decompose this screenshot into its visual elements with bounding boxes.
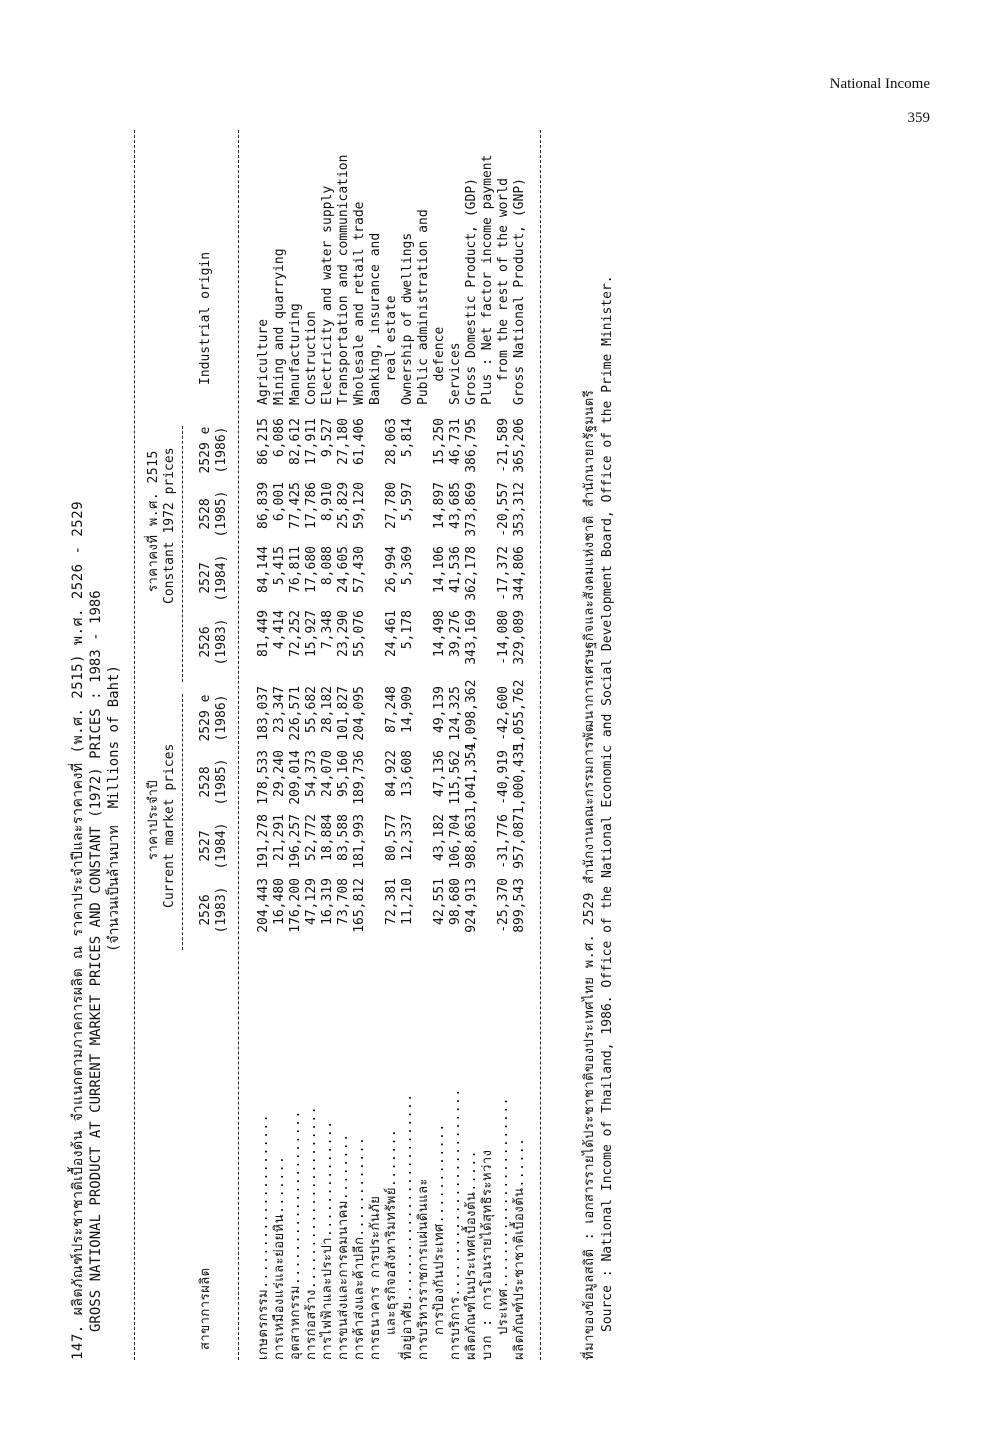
table-cell: 5,415 bbox=[272, 546, 287, 586]
current-group-english: Current market prices bbox=[162, 743, 177, 908]
row-label-english: Mining and quarrying bbox=[272, 248, 287, 405]
row-label-thai: และธุรกิจอสังหาริมทรัพย์....... bbox=[384, 1128, 399, 1360]
year-header-ad-4: (1983) bbox=[214, 618, 229, 666]
table-cell: 26,994 bbox=[384, 546, 399, 593]
row-label-english: Agriculture bbox=[256, 318, 271, 405]
year-header-be-2: 2528 bbox=[198, 766, 213, 798]
row-label-english: Plus : Net factor income payment bbox=[480, 154, 495, 405]
table-cell: 183,037 bbox=[256, 686, 271, 741]
table-cell: 84,144 bbox=[256, 546, 271, 593]
column-header-thai: สาขาการผลิต bbox=[198, 1267, 213, 1350]
statistical-table-sheet bbox=[70, 130, 900, 1360]
row-label-thai: การไฟฟ้าและประปา.............. bbox=[320, 1120, 335, 1360]
table-cell: 5,814 bbox=[400, 418, 415, 458]
year-header-be-7: 2529 e bbox=[198, 426, 213, 474]
row-label-thai: การป้องกันประเทศ............ bbox=[432, 1123, 447, 1360]
year-header-ad-7: (1986) bbox=[214, 426, 229, 474]
table-cell: 1,041,354 bbox=[464, 743, 479, 814]
table-cell: 115,562 bbox=[448, 750, 463, 805]
table-cell: 17,911 bbox=[304, 418, 319, 465]
table-cell: 27,180 bbox=[336, 418, 351, 465]
row-label-thai: การเหมืองแร่และย่อยหิน....... bbox=[272, 1155, 287, 1360]
table-cell: 6,086 bbox=[272, 418, 287, 458]
table-cell: 21,291 bbox=[272, 814, 287, 861]
table-cell: 12,337 bbox=[400, 814, 415, 861]
row-label-thai: การธนาคาร การประกันภัย bbox=[368, 1195, 383, 1360]
row-label-english: from the rest of the world bbox=[496, 178, 511, 405]
table-cell: -14,080 bbox=[496, 610, 511, 665]
table-cell: 55,076 bbox=[352, 610, 367, 657]
row-label-english: Banking, insurance and bbox=[368, 232, 383, 405]
table-cell: 80,577 bbox=[384, 814, 399, 861]
table-cell: 196,257 bbox=[288, 814, 303, 869]
table-cell: 28,063 bbox=[384, 418, 399, 465]
table-cell: 191,278 bbox=[256, 814, 271, 869]
year-header-be-0: 2526 bbox=[198, 894, 213, 926]
row-label-english: Gross Domestic Product, (GDP) bbox=[464, 178, 479, 405]
row-label-thai: การบริการ......................... bbox=[448, 1088, 463, 1360]
table-cell: 24,070 bbox=[320, 750, 335, 797]
row-label-thai: เกษตรกรรม..................... bbox=[256, 1113, 271, 1360]
table-cell: -31,776 bbox=[496, 814, 511, 869]
table-cell: 189,736 bbox=[352, 750, 367, 805]
table-cell: 98,680 bbox=[448, 878, 463, 925]
table-cell: 49,139 bbox=[432, 686, 447, 733]
table-cell: 8,088 bbox=[320, 546, 335, 586]
table-cell: 61,406 bbox=[352, 418, 367, 465]
table-cell: 204,443 bbox=[256, 878, 271, 933]
source-thai: ที่มาของข้อมูลสถิติ : เอกสารรายได้ประชาชาติของประเทศไทย พ.ศ. 2529 สำนักงานคณะกรรมการพัฒนาการเศรษฐกิจและสังคมแห่งชาติ สำนักนายกรัฐมนตรี bbox=[582, 389, 597, 1360]
table-cell: 5,178 bbox=[400, 610, 415, 650]
table-cell: -42,600 bbox=[496, 686, 511, 741]
table-cell: 1,098,362 bbox=[464, 679, 479, 750]
table-cell: 924,913 bbox=[464, 878, 479, 933]
row-label-thai: ผลิตภัณฑ์ในประเทศเบื้องต้น..... bbox=[464, 1150, 479, 1360]
table-cell: 106,704 bbox=[448, 814, 463, 869]
row-label-english: Public administration and bbox=[416, 209, 431, 405]
table-cell: 15,927 bbox=[304, 610, 319, 657]
year-header-be-3: 2529 e bbox=[198, 694, 213, 742]
table-cell: -21,589 bbox=[496, 418, 511, 473]
table-cell: 42,551 bbox=[432, 878, 447, 925]
page-header-section: National Income bbox=[829, 76, 930, 92]
table-cell: 7,348 bbox=[320, 610, 335, 650]
table-cell: 43,182 bbox=[432, 814, 447, 861]
page-number: 359 bbox=[907, 110, 930, 126]
row-label-thai: อุตสาหกรรม..................... bbox=[288, 1110, 303, 1360]
table-cell: 8,910 bbox=[320, 482, 335, 522]
year-header-be-6: 2528 bbox=[198, 498, 213, 530]
table-cell: -25,370 bbox=[496, 878, 511, 933]
table-cell: 344,806 bbox=[512, 546, 527, 601]
rule-bottom bbox=[540, 130, 541, 1360]
row-label-english: Construction bbox=[304, 311, 319, 405]
table-cell: 343,169 bbox=[464, 610, 479, 665]
table-cell: 86,215 bbox=[256, 418, 271, 465]
table-cell: 55,682 bbox=[304, 686, 319, 733]
table-cell: 41,536 bbox=[448, 546, 463, 593]
year-header-be-4: 2526 bbox=[198, 626, 213, 658]
year-header-ad-6: (1985) bbox=[214, 490, 229, 538]
table-cell: 373,869 bbox=[464, 482, 479, 537]
constant-group-english: Constant 1972 prices bbox=[162, 447, 177, 604]
table-cell: 957,087 bbox=[512, 814, 527, 869]
row-label-thai: การค้าส่งและค้าปลีก............ bbox=[352, 1136, 367, 1360]
table-cell: 72,381 bbox=[384, 878, 399, 925]
row-label-thai: บวก : การโอนรายได้สุทธิระหว่าง bbox=[480, 1149, 495, 1360]
row-label-thai: ประเทศ....................... bbox=[496, 1097, 511, 1360]
year-header-be-5: 2527 bbox=[198, 562, 213, 594]
table-cell: 6,001 bbox=[272, 482, 287, 522]
row-label-thai: ที่อยู่อาศัย......................... bbox=[400, 1093, 415, 1360]
table-cell: 81,449 bbox=[256, 610, 271, 657]
year-header-ad-5: (1984) bbox=[214, 554, 229, 602]
row-label-english: Services bbox=[448, 342, 463, 405]
table-cell: 17,786 bbox=[304, 482, 319, 529]
table-cell: 23,347 bbox=[272, 686, 287, 733]
table-cell: 14,909 bbox=[400, 686, 415, 733]
table-cell: 14,897 bbox=[432, 482, 447, 529]
table-cell: 13,608 bbox=[400, 750, 415, 797]
row-label-english: Manufacturing bbox=[288, 303, 303, 405]
row-label-english: defence bbox=[432, 326, 447, 405]
row-label-english: Gross National Product, (GNP) bbox=[512, 178, 527, 405]
table-cell: 16,480 bbox=[272, 878, 287, 925]
table-cell: 899,543 bbox=[512, 878, 527, 933]
table-cell: 76,811 bbox=[288, 546, 303, 593]
table-unit: (จำนวนเป็นล้านบาท Millions of Baht) bbox=[106, 665, 122, 952]
table-cell: 28,182 bbox=[320, 686, 335, 733]
table-cell: 24,605 bbox=[336, 546, 351, 593]
table-cell: 83,588 bbox=[336, 814, 351, 861]
table-cell: 176,200 bbox=[288, 878, 303, 933]
source-english: Source : National Income of Thailand, 1986. Office of the National Economic and Social Development Board, Office of the Prime Minister. bbox=[600, 275, 615, 1332]
table-cell: 72,252 bbox=[288, 610, 303, 657]
table-cell: 9,527 bbox=[320, 418, 335, 458]
row-label-thai: การก่อสร้าง...................... bbox=[304, 1105, 319, 1360]
table-cell: 178,533 bbox=[256, 750, 271, 805]
table-cell: 18,884 bbox=[320, 814, 335, 861]
table-title-thai: 147. ผลิตภัณฑ์ประชาชาติเบื้องต้น จำแนกตามภาคการผลิต ณ ราคาประจำปีและราคาคงที่ (พ.ศ. 2515) พ.ศ. 2526 - 2529 bbox=[70, 500, 86, 1360]
table-cell: 73,708 bbox=[336, 878, 351, 925]
table-cell: 165,812 bbox=[352, 878, 367, 933]
table-cell: 181,993 bbox=[352, 814, 367, 869]
table-cell: 47,129 bbox=[304, 878, 319, 925]
year-header-ad-1: (1984) bbox=[214, 822, 229, 870]
row-label-english: Ownership of dwellings bbox=[400, 232, 415, 405]
row-label-thai: การบริหารราชการแผ่นดินและ bbox=[416, 1177, 431, 1360]
table-cell: 1,000,435 bbox=[512, 743, 527, 814]
table-cell: 4,414 bbox=[272, 610, 287, 650]
table-cell: 59,120 bbox=[352, 482, 367, 529]
table-cell: 209,014 bbox=[288, 750, 303, 805]
table-cell: 329,089 bbox=[512, 610, 527, 665]
table-title-english: GROSS NATIONAL PRODUCT AT CURRENT MARKET PRICES AND CONSTANT (1972) PRICES : 1983 - 1986 bbox=[88, 590, 104, 1332]
table-cell: 29,240 bbox=[272, 750, 287, 797]
year-header-be-1: 2527 bbox=[198, 830, 213, 862]
row-label-thai: การขนส่งและการคมนาคม........ bbox=[336, 1133, 351, 1360]
table-cell: 988,863 bbox=[464, 814, 479, 869]
table-cell: 23,290 bbox=[336, 610, 351, 657]
row-label-english: Transportation and communication bbox=[336, 154, 351, 405]
table-cell: 25,829 bbox=[336, 482, 351, 529]
table-cell: 11,210 bbox=[400, 878, 415, 925]
table-cell: 43,685 bbox=[448, 482, 463, 529]
table-cell: 386,795 bbox=[464, 418, 479, 473]
table-cell: 1,055,762 bbox=[512, 679, 527, 750]
table-cell: 226,571 bbox=[288, 686, 303, 741]
table-cell: 84,922 bbox=[384, 750, 399, 797]
table-cell: 27,780 bbox=[384, 482, 399, 529]
current-group-thai: ราคาประจำปี bbox=[146, 779, 161, 860]
table-cell: 101,827 bbox=[336, 686, 351, 741]
constant-group-thai: ราคาคงที่ พ.ศ. 2515 bbox=[146, 450, 161, 592]
table-cell: -20,557 bbox=[496, 482, 511, 537]
table-cell: 47,136 bbox=[432, 750, 447, 797]
rule-top bbox=[134, 130, 135, 1360]
table-cell: 52,772 bbox=[304, 814, 319, 861]
rule-current-group bbox=[182, 694, 183, 950]
table-cell: -17,372 bbox=[496, 546, 511, 601]
table-cell: 124,325 bbox=[448, 686, 463, 741]
table-cell: 24,461 bbox=[384, 610, 399, 657]
table-cell: 353,312 bbox=[512, 482, 527, 537]
table-cell: -40,919 bbox=[496, 750, 511, 805]
table-cell: 365,206 bbox=[512, 418, 527, 473]
row-label-english: real estate bbox=[384, 295, 399, 405]
table-cell: 87,248 bbox=[384, 686, 399, 733]
table-cell: 14,106 bbox=[432, 546, 447, 593]
table-cell: 86,839 bbox=[256, 482, 271, 529]
rule-header bbox=[238, 130, 239, 1360]
table-cell: 82,612 bbox=[288, 418, 303, 465]
row-label-english: Wholesale and retail trade bbox=[352, 201, 367, 405]
year-header-ad-0: (1983) bbox=[214, 886, 229, 934]
table-cell: 204,095 bbox=[352, 686, 367, 741]
table-cell: 46,731 bbox=[448, 418, 463, 465]
table-cell: 15,250 bbox=[432, 418, 447, 465]
row-label-thai: ผลิตภัณฑ์ประชาชาติเบื้องต้น...... bbox=[512, 1137, 527, 1360]
table-cell: 57,430 bbox=[352, 546, 367, 593]
row-label-english: Electricity and water supply bbox=[320, 185, 335, 405]
table-cell: 17,680 bbox=[304, 546, 319, 593]
table-cell: 5,597 bbox=[400, 482, 415, 522]
rule-constant-group bbox=[182, 426, 183, 682]
table-cell: 16,319 bbox=[320, 878, 335, 925]
table-cell: 39,276 bbox=[448, 610, 463, 657]
year-header-ad-2: (1985) bbox=[214, 758, 229, 806]
table-cell: 77,425 bbox=[288, 482, 303, 529]
table-cell: 14,498 bbox=[432, 610, 447, 657]
table-cell: 362,178 bbox=[464, 546, 479, 601]
column-header-english: Industrial origin bbox=[198, 251, 213, 385]
table-cell: 54,373 bbox=[304, 750, 319, 797]
table-cell: 95,160 bbox=[336, 750, 351, 797]
year-header-ad-3: (1986) bbox=[214, 694, 229, 742]
table-cell: 5,369 bbox=[400, 546, 415, 586]
